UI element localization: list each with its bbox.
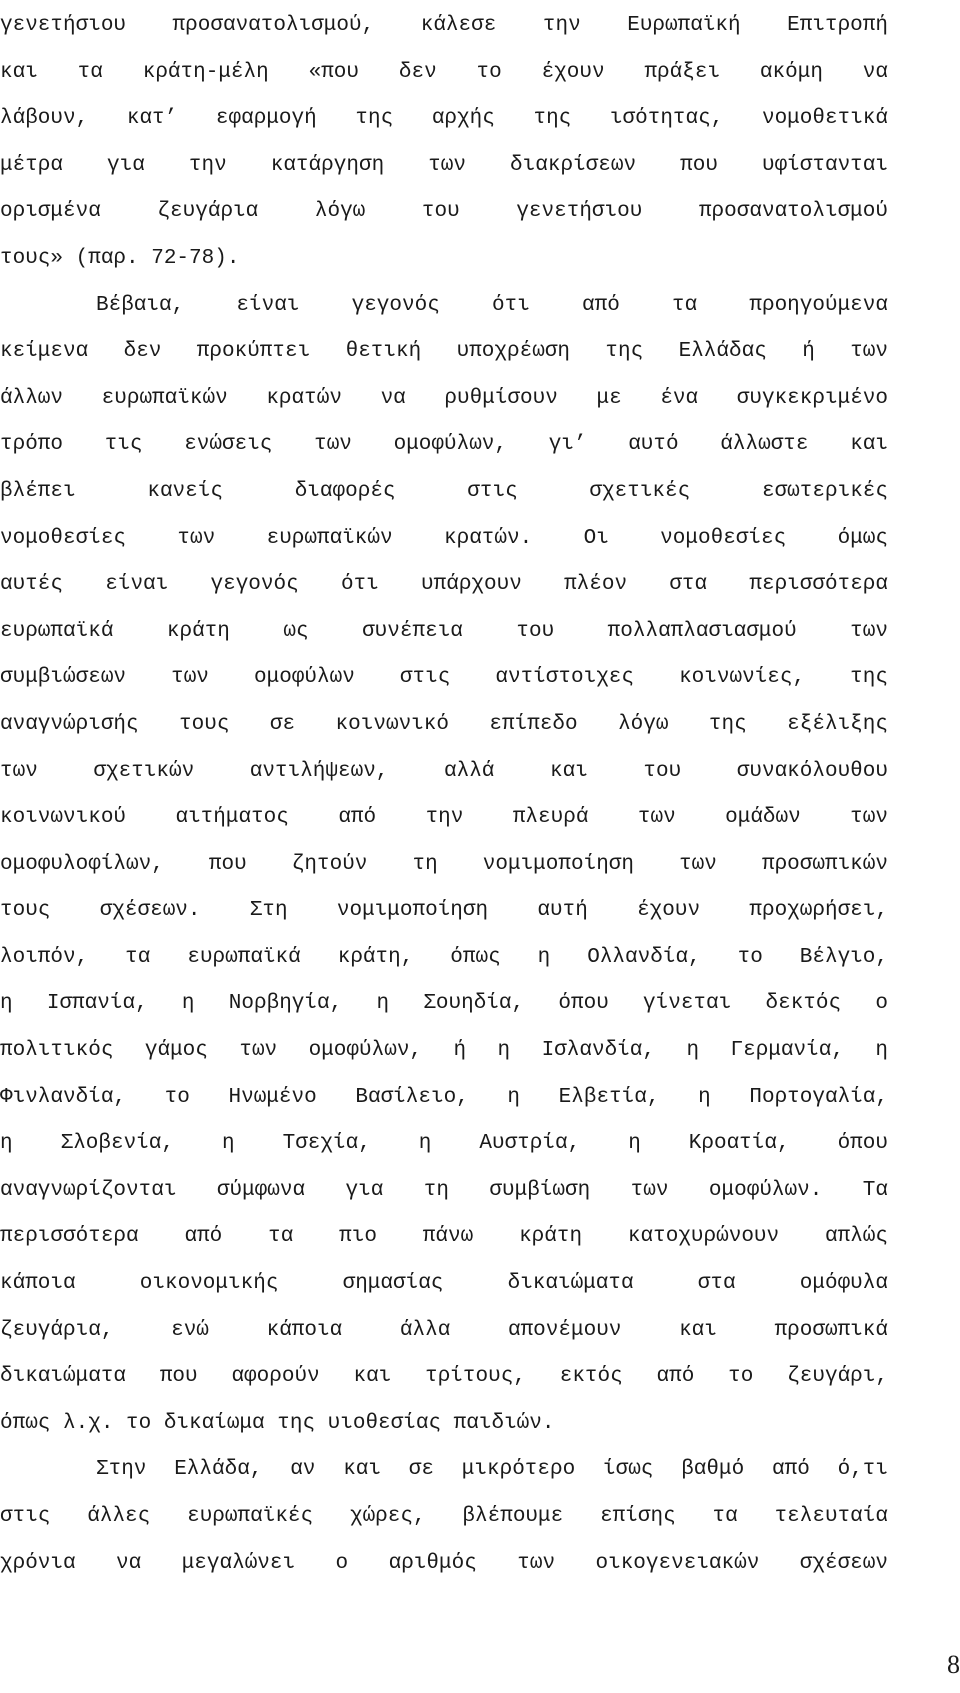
text-line: λοιπόν, τα ευρωπαϊκά κράτη, όπως η Ολλανδία, το Βέλγιο,	[0, 945, 888, 969]
text-line: Βέβαια, είναι γεγονός ότι από τα προηγούμενα	[96, 293, 888, 317]
text-line: άλλων ευρωπαϊκών κρατών να ρυθμίσουν με ένα συγκεκριμένο	[0, 386, 888, 410]
text-line: μέτρα για την κατάργηση των διακρίσεων που υφίστανται	[0, 153, 888, 177]
text-line: νομοθεσίες των ευρωπαϊκών κρατών. Οι νομοθεσίες όμως	[0, 526, 888, 550]
text-line: κείμενα δεν προκύπτει θετική υποχρέωση της Ελλάδας ή των	[0, 340, 888, 364]
body-text	[0, 14, 888, 1598]
text-line: τους σχέσεων. Στη νομιμοποίηση αυτή έχουν προχωρήσει,	[0, 899, 888, 923]
text-line: χρόνια να μεγαλώνει ο αριθμός των οικογενειακών σχέσεων	[0, 1551, 888, 1575]
text-line: στις άλλες ευρωπαϊκές χώρες, βλέπουμε επίσης τα τελευταία	[0, 1505, 888, 1528]
text-line: Στην Ελλάδα, αν και σε μικρότερο ίσως βαθμό από ό,τι	[96, 1458, 888, 1482]
text-line: δικαιώματα που αφορούν και τρίτους, εκτός από το ζευγάρι,	[0, 1365, 888, 1389]
text-line: τους» (παρ. 72-78).	[0, 246, 240, 270]
text-line: η Σλοβενία, η Τσεχία, η Αυστρία, η Κροατία, όπου	[0, 1132, 888, 1156]
text-line: η Ισπανία, η Νορβηγία, η Σουηδία, όπου γίνεται δεκτός ο	[0, 992, 888, 1016]
text-line: λάβουν, κατ’ εφαρμογή της αρχής της ισότητας, νομοθετικά	[0, 107, 888, 131]
page-number: 8	[947, 1650, 960, 1679]
text-line: ορισμένα ζευγάρια λόγω του γενετήσιου προσανατολισμού	[0, 200, 888, 224]
text-line: ομοφυλοφίλων, που ζητούν τη νομιμοποίηση των προσωπικών	[0, 852, 888, 876]
text-line: πολιτικός γάμος των ομοφύλων, ή η Ισλανδία, η Γερμανία, η	[0, 1039, 888, 1063]
text-line: και τα κράτη-μέλη «που δεν το έχουν πράξει ακόμη να	[0, 60, 888, 84]
text-line: περισσότερα από τα πιο πάνω κράτη κατοχυρώνουν απλώς	[0, 1225, 888, 1249]
text-line: αναγνωρίζονται σύμφωνα για τη συμβίωση των ομοφύλων. Τα	[0, 1178, 888, 1202]
text-line: Φινλανδία, το Ηνωμένο Βασίλειο, η Ελβετία, η Πορτογαλία,	[0, 1085, 888, 1109]
text-line: ζευγάρια, ενώ κάποια άλλα απονέμουν και προσωπικά	[0, 1318, 888, 1342]
text-line: όπως λ.χ. το δικαίωμα της υιοθεσίας παιδιών.	[0, 1411, 555, 1435]
text-line: αυτές είναι γεγονός ότι υπάρχουν πλέον στα περισσότερα	[0, 573, 888, 597]
text-line: τρόπο τις ενώσεις των ομοφύλων, γι’ αυτό άλλωστε και	[0, 433, 888, 457]
text-line: κάποια οικονομικής σημασίας δικαιώματα στα ομόφυλα	[0, 1272, 888, 1296]
text-line: γενετήσιου προσανατολισμού, κάλεσε την Ευρωπαϊκή Επιτροπή	[0, 14, 888, 37]
text-line: βλέπει κανείς διαφορές στις σχετικές εσωτερικές	[0, 479, 888, 503]
text-line: των σχετικών αντιλήψεων, αλλά και του συνακόλουθου	[0, 759, 888, 783]
text-line: κοινωνικού αιτήματος από την πλευρά των ομάδων των	[0, 806, 888, 830]
text-line: συμβιώσεων των ομοφύλων στις αντίστοιχες κοινωνίες, της	[0, 666, 888, 690]
text-line: ευρωπαϊκά κράτη ως συνέπεια του πολλαπλασιασμού των	[0, 619, 888, 643]
text-line: αναγνώρισής τους σε κοινωνικό επίπεδο λόγω της εξέλιξης	[0, 712, 888, 736]
